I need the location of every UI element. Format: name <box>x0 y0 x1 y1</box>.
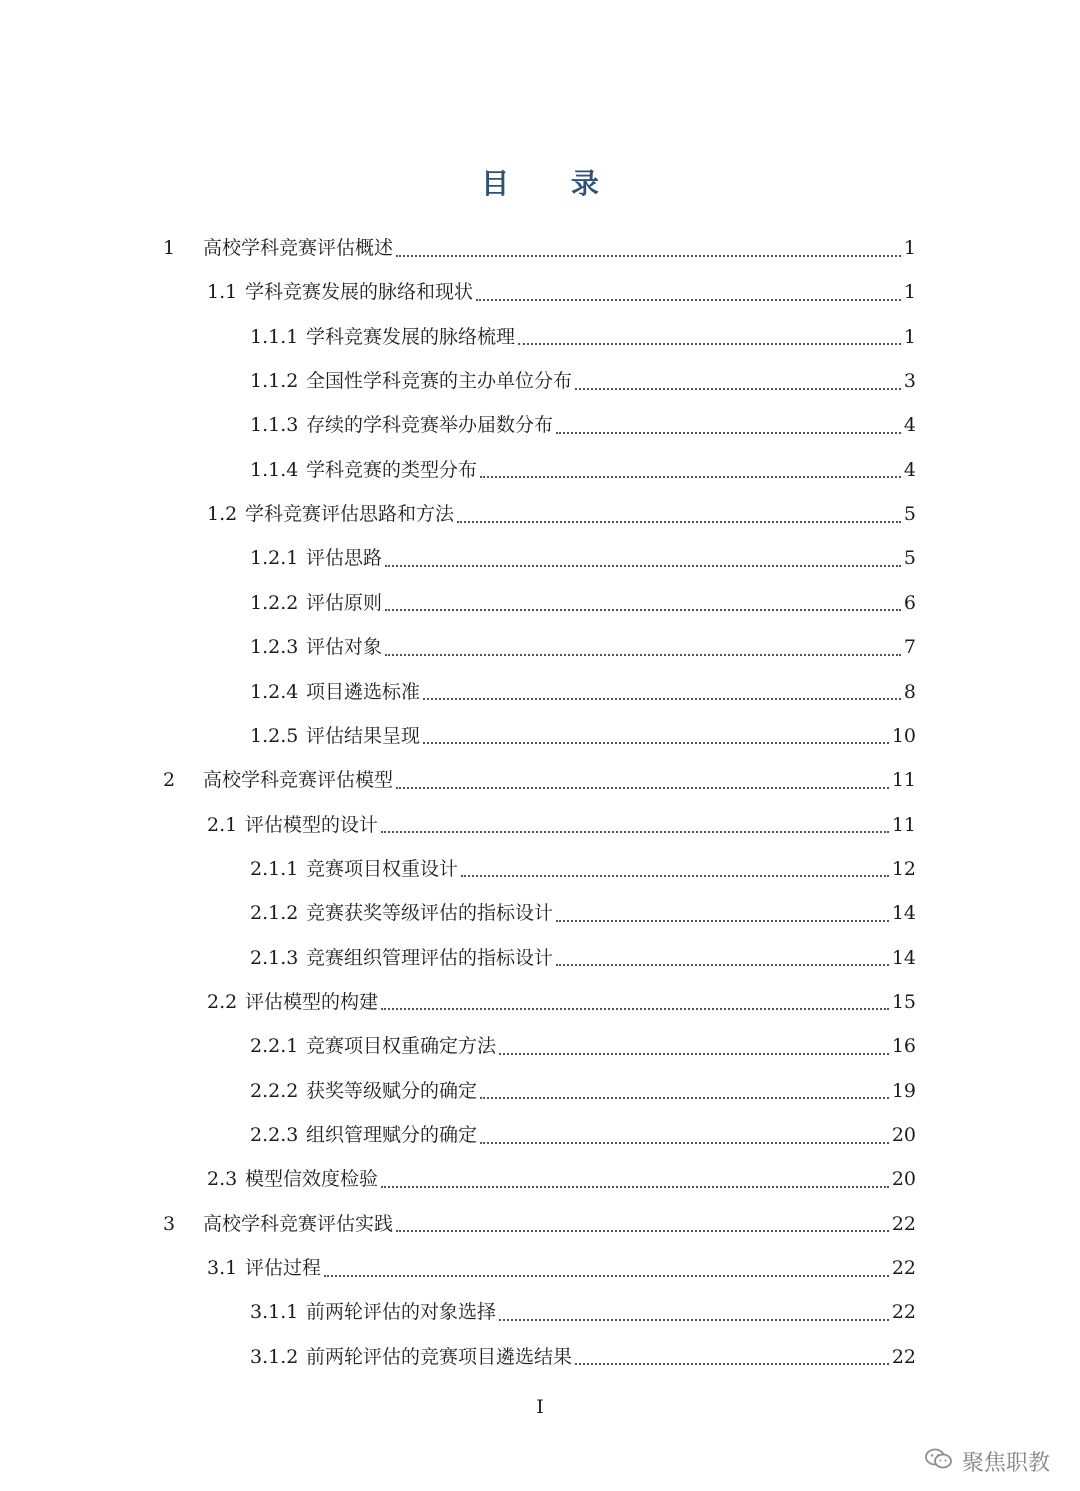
toc-entry-label: 学科竞赛的类型分布 <box>306 458 478 481</box>
page-number: I <box>536 1396 544 1418</box>
toc-entry[interactable] <box>250 403 916 447</box>
toc-entry-page: 11 <box>891 813 916 836</box>
toc-entry-label: 评估思路 <box>306 547 383 570</box>
toc-entry[interactable] <box>250 1069 916 1113</box>
toc-entry-page: 22 <box>891 1212 916 1235</box>
toc-entry-page: 1 <box>903 281 916 304</box>
toc-entry-page: 7 <box>903 636 916 659</box>
toc-entry-number: 2.3 <box>207 1168 238 1191</box>
toc-entry-page: 22 <box>891 1257 916 1280</box>
toc-dot-leader <box>423 697 901 700</box>
toc-dot-leader <box>423 741 889 744</box>
toc-dot-leader <box>396 254 901 257</box>
toc-entry[interactable] <box>163 226 916 270</box>
toc-entry-page: 14 <box>891 902 916 925</box>
toc-entry-number: 3.1 <box>207 1257 238 1280</box>
toc-entry[interactable] <box>250 536 916 580</box>
toc-entry-page: 22 <box>891 1345 916 1368</box>
toc-dot-leader <box>381 830 889 833</box>
toc-entry-label: 前两轮评估的竞赛项目遴选结果 <box>306 1345 573 1368</box>
toc-dot-leader <box>499 1052 889 1055</box>
toc-entry-number: 1.2.4 <box>250 680 299 703</box>
toc-entry[interactable] <box>250 581 916 625</box>
toc-entry[interactable] <box>250 847 916 891</box>
toc-entry-label: 学科竞赛发展的脉络和现状 <box>245 281 474 304</box>
toc-entry-label: 学科竞赛发展的脉络梳理 <box>306 325 516 348</box>
toc-entry[interactable] <box>250 670 916 714</box>
toc-entry[interactable] <box>207 1157 916 1201</box>
toc-entry-page: 14 <box>891 946 916 969</box>
toc-entry-label: 高校学科竞赛评估实践 <box>203 1212 394 1235</box>
toc-entry-number: 2.2.3 <box>250 1124 299 1146</box>
toc-entry-label: 组织管理赋分的确定 <box>306 1124 478 1146</box>
toc-entry-label: 竞赛项目权重设计 <box>306 857 459 880</box>
toc-entry-page: 1 <box>903 325 916 348</box>
toc-entry-page: 5 <box>903 547 916 570</box>
toc-entry-number: 1.1.2 <box>250 370 299 393</box>
toc-entry-label: 评估原则 <box>306 591 383 614</box>
toc-entry-number: 2.1 <box>207 813 238 836</box>
toc-entry-number: 1.1 <box>207 281 238 304</box>
toc-entry-number: 1.2.2 <box>250 591 299 614</box>
toc-entry-label: 获奖等级赋分的确定 <box>306 1079 478 1102</box>
toc-entry[interactable] <box>250 315 916 359</box>
toc-entry-number: 3.1.2 <box>250 1345 299 1368</box>
toc-entry[interactable] <box>250 1290 916 1334</box>
toc-entry-page: 8 <box>903 680 916 703</box>
toc-entry[interactable] <box>250 1335 916 1379</box>
toc-dot-leader <box>499 1318 889 1321</box>
toc-entry-label: 项目遴选标准 <box>306 680 421 703</box>
toc-dot-leader <box>385 608 901 611</box>
toc-entry-page: 3 <box>903 370 916 393</box>
toc-dot-leader <box>480 475 901 478</box>
toc-entry-label: 前两轮评估的对象选择 <box>306 1301 497 1324</box>
toc-dot-leader <box>556 963 889 966</box>
wechat-icon <box>924 1447 954 1477</box>
toc-dot-leader <box>381 1007 889 1010</box>
toc-entry[interactable] <box>250 1113 916 1157</box>
toc-entry[interactable] <box>163 758 916 802</box>
toc-dot-leader <box>385 564 901 567</box>
toc-dot-leader <box>396 786 889 789</box>
toc-entry-number: 1.2.3 <box>250 636 299 659</box>
toc-dot-leader <box>575 1362 889 1365</box>
toc-entry-page: 5 <box>903 503 916 526</box>
toc-entry-page: 22 <box>891 1301 916 1324</box>
toc-dot-leader <box>381 1185 889 1188</box>
toc-entry[interactable] <box>250 448 916 492</box>
toc-entry[interactable] <box>207 1246 916 1290</box>
toc-entry-number: 1.2.5 <box>250 724 299 747</box>
toc-entry-number: 3 <box>163 1212 176 1235</box>
toc-entry-label: 存续的学科竞赛举办届数分布 <box>306 414 554 437</box>
toc-entry-number: 3.1.1 <box>250 1301 299 1324</box>
toc-dot-leader <box>461 874 889 877</box>
toc-entry-number: 2 <box>163 769 176 792</box>
toc-entry-label: 模型信效度检验 <box>245 1168 379 1191</box>
toc-entry-number: 1.1.3 <box>250 414 299 437</box>
toc-entry-label: 高校学科竞赛评估概述 <box>203 237 394 259</box>
toc-entry-label: 评估过程 <box>245 1257 322 1280</box>
toc-entry-label: 竞赛组织管理评估的指标设计 <box>306 946 554 969</box>
watermark <box>924 1446 1050 1477</box>
toc-entry-page: 20 <box>891 1168 916 1191</box>
toc-entry-number: 2.1.2 <box>250 902 299 925</box>
page-title: 目 录 <box>481 167 625 200</box>
toc-entry[interactable] <box>250 891 916 935</box>
toc-entry-number: 1.2.1 <box>250 547 299 570</box>
toc-dot-leader <box>518 342 901 345</box>
toc-entry-page: 6 <box>903 591 916 614</box>
toc-entry-page: 20 <box>891 1124 916 1146</box>
toc-entry-page: 1 <box>903 237 916 259</box>
toc-entry-label: 竞赛项目权重确定方法 <box>306 1035 497 1058</box>
toc-entry-label: 评估结果呈现 <box>306 724 421 747</box>
toc-entry-label: 学科竞赛评估思路和方法 <box>245 503 455 526</box>
toc-entry[interactable] <box>250 1024 916 1068</box>
toc-entry-number: 1.1.4 <box>250 458 299 481</box>
toc-entry-page: 11 <box>891 769 916 792</box>
toc-entry-page: 10 <box>891 724 916 747</box>
toc-entry-page: 15 <box>891 990 916 1013</box>
toc-entry-page: 19 <box>891 1079 916 1102</box>
toc-entry-number: 1 <box>163 237 176 259</box>
toc-dot-leader <box>476 298 901 301</box>
toc-entry[interactable] <box>207 980 916 1024</box>
toc-entry-label: 高校学科竞赛评估模型 <box>203 769 394 792</box>
toc-entry-page: 12 <box>891 857 916 880</box>
toc-entry-number: 2.2.1 <box>250 1035 299 1058</box>
toc-entry-number: 2.2 <box>207 990 238 1013</box>
toc-dot-leader <box>556 431 901 434</box>
toc-entry-number: 1.1.1 <box>250 325 299 348</box>
toc-entry[interactable] <box>250 625 916 669</box>
toc-dot-leader <box>385 653 901 656</box>
toc-entry-label: 竞赛获奖等级评估的指标设计 <box>306 902 554 925</box>
toc-dot-leader <box>480 1096 889 1099</box>
toc-entry-page: 4 <box>903 414 916 437</box>
toc-entry-page: 4 <box>903 458 916 481</box>
toc-entry-number: 2.2.2 <box>250 1079 299 1102</box>
toc-entry[interactable] <box>207 270 916 314</box>
toc-entry[interactable] <box>250 936 916 980</box>
toc-entry[interactable] <box>207 492 916 536</box>
toc-dot-leader <box>457 520 901 523</box>
toc-entry[interactable] <box>250 359 916 403</box>
toc-entry-label: 评估模型的构建 <box>245 990 379 1013</box>
toc-dot-leader <box>575 387 901 390</box>
toc-entry[interactable] <box>250 714 916 758</box>
toc-entry[interactable] <box>207 803 916 847</box>
toc-dot-leader <box>556 919 889 922</box>
toc-dot-leader <box>324 1274 889 1277</box>
toc-entry-page: 16 <box>891 1035 916 1058</box>
toc-entry-label: 评估对象 <box>306 636 383 659</box>
watermark-text: 聚焦职教 <box>961 1451 1050 1476</box>
toc-entry-number: 2.1.3 <box>250 946 299 969</box>
toc-entry[interactable] <box>163 1202 916 1246</box>
toc-dot-leader <box>396 1229 889 1232</box>
toc-entry-number: 1.2 <box>207 503 238 526</box>
toc-entry-label: 评估模型的设计 <box>245 813 379 836</box>
toc-entry-number: 2.1.1 <box>250 857 299 880</box>
toc-entry-label: 全国性学科竞赛的主办单位分布 <box>306 370 573 393</box>
toc-dot-leader <box>480 1141 889 1144</box>
